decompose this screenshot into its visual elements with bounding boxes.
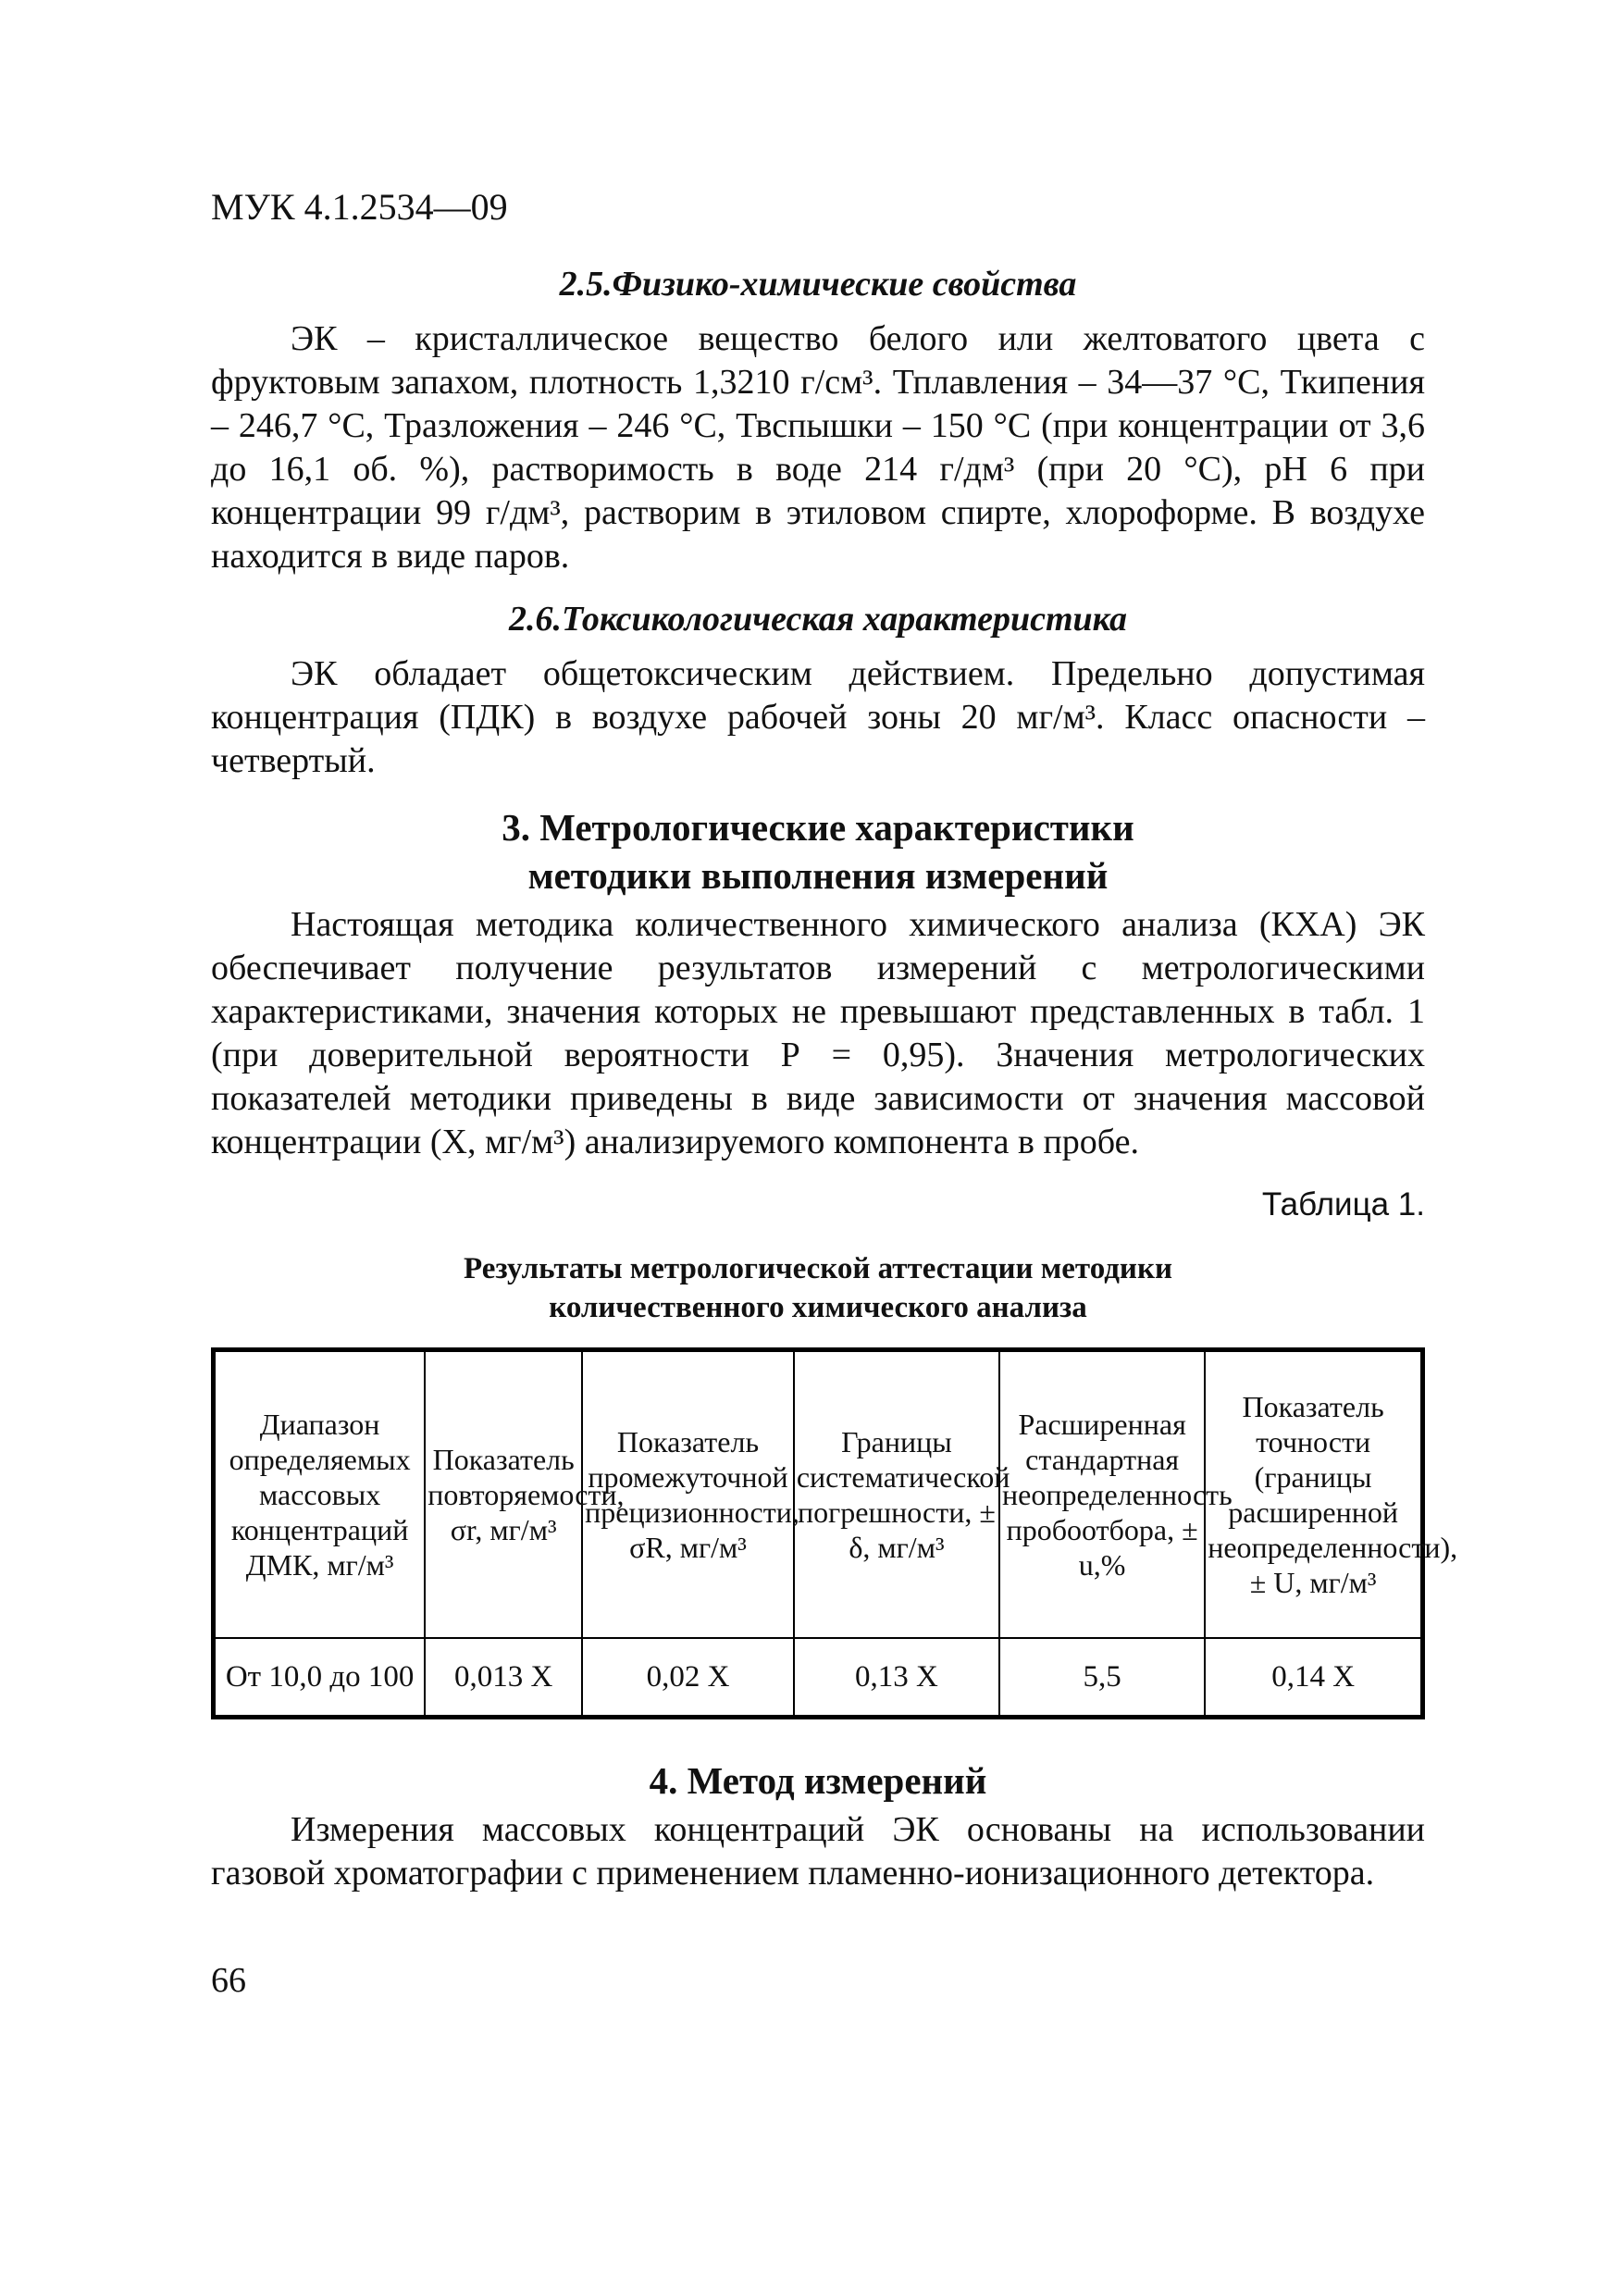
table-caption-line2: количественного химического анализа [549,1291,1087,1324]
document-code: МУК 4.1.2534—09 [211,186,508,228]
section-3-title-line1: 3. Метрологические характеристики [502,806,1134,849]
cell-sampling-uncertainty: 5,5 [999,1638,1205,1718]
cell-accuracy: 0,14 X [1205,1638,1422,1718]
header-range: Диапазон определяемых массовых концентраций ДМК, мг/м³ [214,1350,426,1639]
section-3-title [211,803,1425,900]
cell-systematic-error: 0,13 X [794,1638,999,1718]
page-number: 66 [211,1961,246,2000]
table-row [214,1638,1423,1718]
table-caption-line1: Результаты метрологической аттестации методики [464,1252,1172,1285]
section-2-6-text: ЭК обладает общетоксическим действием. Предельно допустимая концентрация (ПДК) в воздухе рабочей зоны 20 мг/м³. Класс опасности – четвертый. [211,654,1425,780]
header-systematic-error: Границы систематической погрешности, ± δ, мг/м³ [794,1350,999,1639]
cell-repeatability: 0,013 X [425,1638,582,1718]
section-2-5-title: 2.5.Физико-химические свойства [559,265,1077,304]
header-repeatability: Показатель повторяемости, σr, мг/м³ [425,1350,582,1639]
header-sampling-uncertainty: Расширенная стандартная неопределенность пробоотбора, ± u,% [999,1350,1205,1639]
section-2-6-title: 2.6.Токсикологическая характеристика [509,600,1127,639]
cell-range: От 10,0 до 100 [214,1638,426,1718]
section-4-text: Измерения массовых концентраций ЭК основаны на использовании газовой хроматографии с применением пламенно-ионизационного детектора. [211,1810,1425,1893]
page-content [211,185,1458,2001]
table-label: Таблица 1. [1261,1186,1425,1222]
table-header-row [214,1350,1423,1639]
section-2-5-text: ЭК – кристаллическое вещество белого или желтоватого цвета с фруктовым запахом, плотность 1,3210 г/см³. Тплавления – 34—37 °С, Ткипения – 246,7 °С, Тразложения – 246 °С, Твспышки – 150 °С (при концентрации от 3,6 до 16,1 об. %), растворимость в воде 214 г/дм³ (при 20 °С), pH 6 при концентрации 99 г/дм³, растворим в этиловом спирте, хлороформе. В воздухе находится в виде паров. [211,319,1425,576]
section-4-title: 4. Метод измерений [649,1759,987,1802]
table-caption [211,1249,1425,1327]
section-3-title-line2: методики выполнения измерений [527,854,1109,897]
cell-intermediate-precision: 0,02 X [582,1638,794,1718]
section-3-text: Настоящая методика количественного химического анализа (КХА) ЭК обеспечивает получение результатов измерений с метрологическими характеристиками, значения которых не превышают представленных в табл. 1 (при доверительной вероятности Р = 0,95). Значения метрологических показателей методики приведены в виде зависимости от значения массовой концентрации (Х, мг/м³) анализируемого компонента в пробе. [211,905,1425,1161]
header-accuracy: Показатель точности (границы расширенной неопределенности), ± U, мг/м³ [1205,1350,1422,1639]
header-intermediate-precision: Показатель промежуточной прецизионности, σR, мг/м³ [582,1350,794,1639]
metrology-table [211,1347,1458,1719]
